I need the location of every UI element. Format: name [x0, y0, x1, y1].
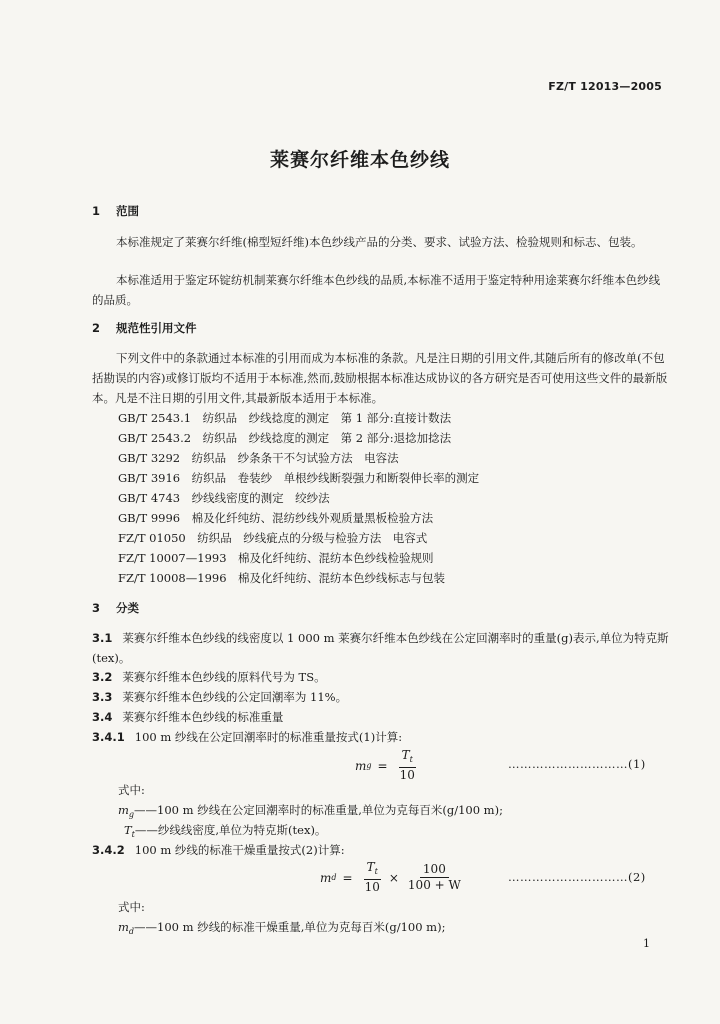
reference-item: FZ/T 10008—1996 棉及化纤纯纺、混纺本色纱线标志与包装 — [118, 571, 446, 585]
equation-number-1: …………………………(1) — [508, 757, 646, 771]
reference-item: FZ/T 10007—1993 棉及化纤纯纺、混纺本色纱线检验规则 — [118, 551, 434, 565]
formula-lhs-subscript: g — [366, 761, 372, 770]
clause-text: 100 m 纱线在公定回潮率时的标准重量按式(1)计算: — [134, 730, 403, 744]
clause-text: 100 m 纱线的标准干燥重量按式(2)计算: — [134, 843, 345, 857]
reference-item: GB/T 3916 纺织品 卷装纱 单根纱线断裂强力和断裂伸长率的测定 — [118, 471, 480, 485]
numerator: $T_t$ — [399, 748, 416, 768]
formula-lhs: m — [320, 870, 332, 885]
formula-lhs-subscript: d — [331, 873, 337, 882]
fraction — [362, 860, 383, 895]
clause-3-4-1 — [92, 727, 672, 747]
reference-item: GB/T 2543.2 纺织品 纱线捻度的测定 第 2 部分:退捻加捻法 — [118, 431, 452, 445]
denominator: 10 — [364, 880, 380, 894]
section-number: 3 — [92, 601, 101, 615]
clause-number: 3.1 — [92, 631, 113, 645]
clause-text: 莱赛尔纤维本色纱线的公定回潮率为 11%。 — [122, 690, 348, 704]
clause-number: 3.3 — [92, 690, 113, 704]
reference-item: GB/T 9996 棉及化纤纯纺、混纺纱线外观质量黑板检验方法 — [118, 511, 434, 525]
clause-text: 莱赛尔纤维本色纱线的线密度以 1 000 m 莱赛尔纤维本色纱线在公定回潮率时的重量(g)表示,单位为特克斯(tex)。 — [92, 631, 669, 665]
section-heading-classification — [92, 600, 139, 616]
standard-code: FZ/T 12013—2005 — [548, 80, 662, 93]
definition-tt: $T_t——$纱线线密度,单位为特克斯(tex)。 — [124, 823, 327, 839]
clause-3-1 — [92, 628, 672, 668]
clause-3-4-2 — [92, 840, 672, 860]
clause-number: 3.4.1 — [92, 730, 125, 744]
scope-paragraph-1: 本标准规定了莱赛尔纤维(棉型短纤维)本色纱线产品的分类、要求、试验方法、检验规则和标志、包装。 — [116, 235, 643, 249]
reference-item: FZ/T 01050 纺织品 纱线疵点的分级与检验方法 电容式 — [118, 531, 428, 545]
equals-sign: = — [342, 870, 353, 885]
scope-paragraph-2: 本标准适用于鉴定环锭纺机制莱赛尔纤维本色纱线的品质,本标准不适用于鉴定特种用途莱赛尔纤维本色纱线的品质。 — [92, 273, 661, 307]
clause-number: 3.2 — [92, 670, 113, 684]
reference-item: GB/T 2543.1 纺织品 纱线捻度的测定 第 1 部分:直接计数法 — [118, 411, 452, 425]
fraction — [397, 748, 418, 783]
section-number: 1 — [92, 204, 101, 218]
page-number: 1 — [643, 937, 650, 950]
clause-3-3 — [92, 687, 672, 707]
document-title: 莱赛尔纤维本色纱线 — [269, 149, 450, 171]
formula-1 — [355, 748, 421, 783]
reference-item: GB/T 3292 纺织品 纱条条干不匀试验方法 电容法 — [118, 451, 399, 465]
clause-number: 3.4 — [92, 710, 113, 724]
clause-number: 3.4.2 — [92, 843, 125, 857]
equals-sign: = — [377, 758, 388, 773]
section-title: 范围 — [116, 204, 139, 218]
clause-3-2 — [92, 667, 672, 687]
times-sign: × — [388, 870, 399, 885]
fraction — [405, 862, 464, 893]
section-number: 2 — [92, 321, 101, 335]
numerator: $T_t$ — [364, 860, 381, 880]
section-title: 规范性引用文件 — [116, 321, 197, 335]
formula-2 — [320, 860, 467, 895]
where-label: 式中: — [118, 900, 145, 914]
reference-item: GB/T 4743 纱线线密度的测定 绞纱法 — [118, 491, 330, 505]
section-heading-scope — [92, 203, 139, 219]
normative-intro-paragraph: 下列文件中的条款通过本标准的引用而成为本标准的条款。凡是注日期的引用文件,其随后所有的修改单(不包括勘误的内容)或修订版均不适用于本标准,然而,鼓励根据本标准达成协议的各方研究是否可使用这些文件的最新版本。凡是不注日期的引用文件,其最新版本适用于本标准。 — [92, 351, 668, 405]
clause-3-4 — [92, 707, 672, 727]
section-heading-normative-references — [92, 320, 197, 336]
definition-md: $m_d——100$ m 纱线的标准干燥重量,单位为克每百米(g/100 m); — [118, 920, 446, 936]
clause-text: 莱赛尔纤维本色纱线的标准重量 — [122, 710, 284, 724]
definition-mg: $m_g——100$ m 纱线在公定回潮率时的标准重量,单位为克每百米(g/100 m); — [118, 803, 503, 819]
denominator: 10 — [399, 768, 415, 782]
formula-lhs: m — [355, 758, 367, 773]
equation-number-2: …………………………(2) — [508, 870, 646, 884]
clause-text: 莱赛尔纤维本色纱线的原料代号为 TS。 — [122, 670, 326, 684]
numerator: 100 — [420, 862, 449, 878]
section-title: 分类 — [116, 601, 139, 615]
where-label: 式中: — [118, 783, 145, 797]
denominator: 100 + W — [407, 878, 461, 892]
